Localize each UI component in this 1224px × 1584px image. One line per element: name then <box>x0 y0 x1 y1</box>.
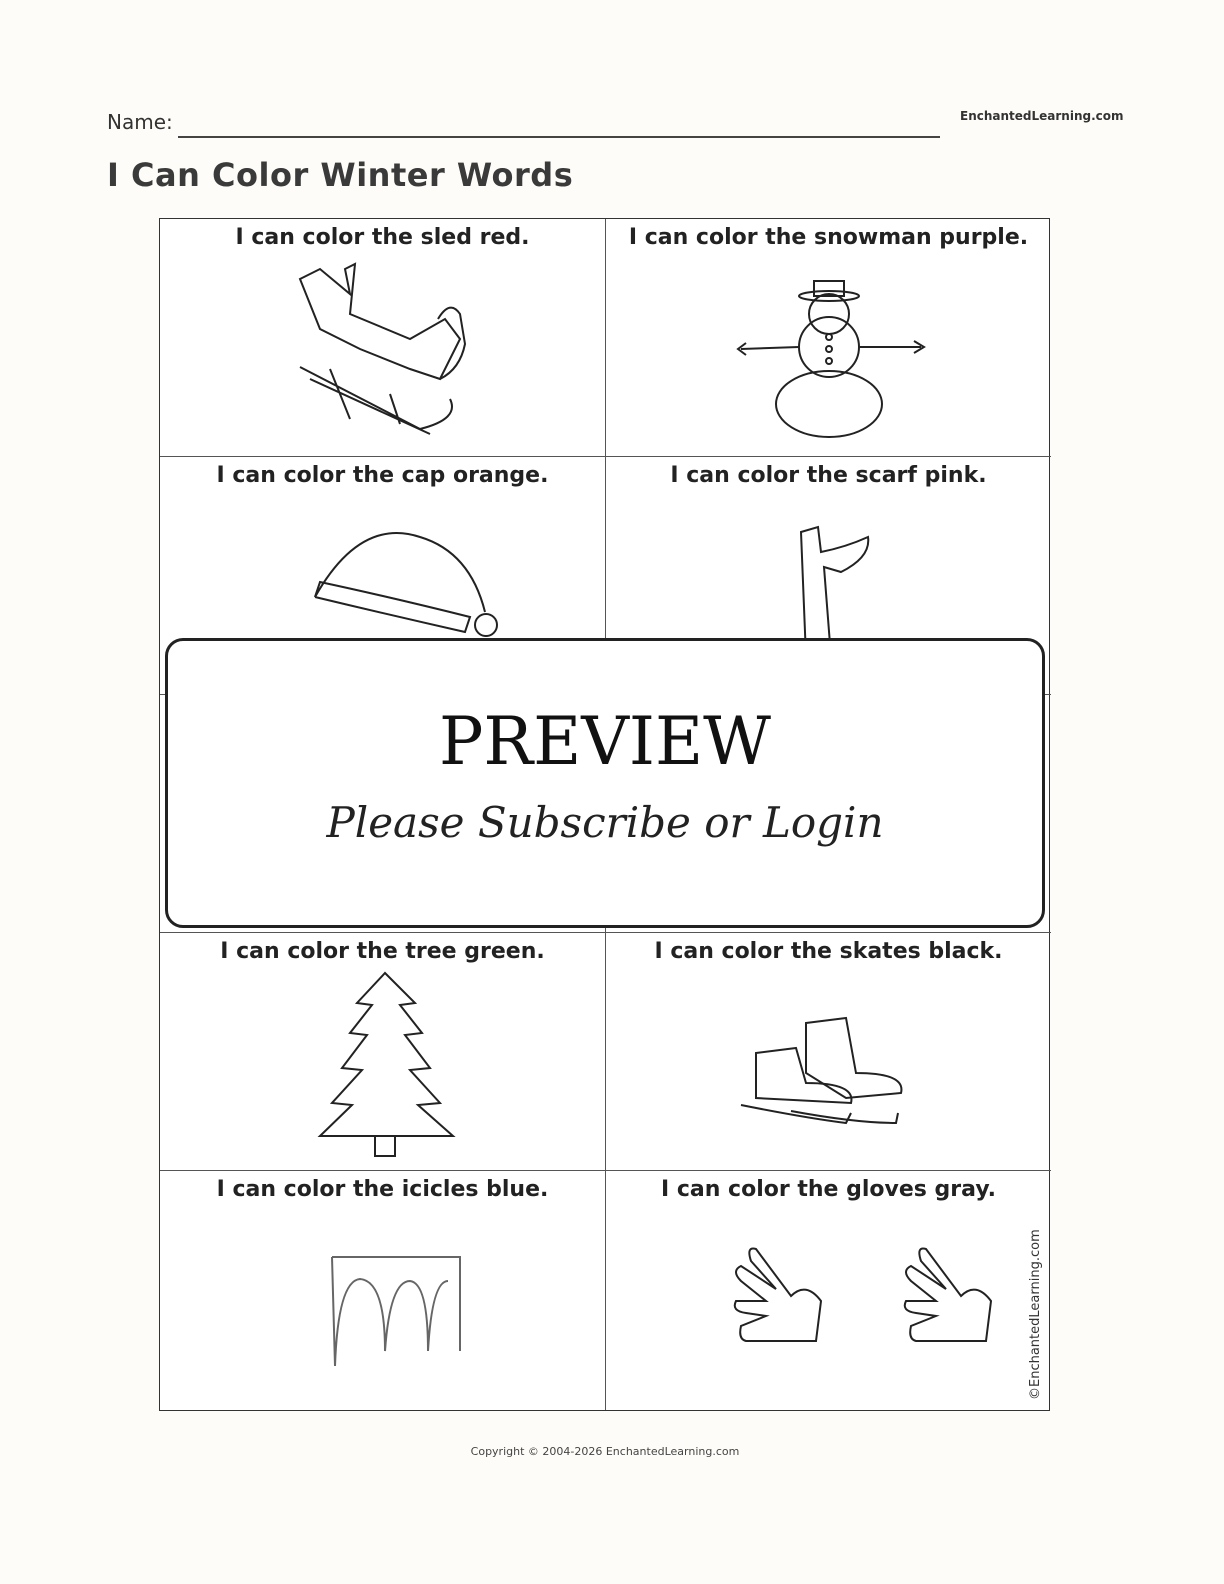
sled-icon <box>160 219 606 457</box>
subscribe-login-link[interactable]: Please Subscribe or Login <box>326 798 884 847</box>
caption: I can color the gloves gray. <box>661 1177 996 1202</box>
page-title: I Can Color Winter Words <box>107 156 574 194</box>
snowman-icon <box>606 219 1051 457</box>
icicles-icon <box>160 1171 606 1410</box>
caption: I can color the scarf pink. <box>670 463 987 488</box>
gloves-icon <box>606 1171 1051 1410</box>
preview-title: PREVIEW <box>438 703 772 780</box>
caption: I can color the skates black. <box>654 939 1003 964</box>
tree-icon <box>160 933 606 1171</box>
caption: I can color the icicles blue. <box>216 1177 549 1202</box>
vertical-credit: ©EnchantedLearning.com <box>1028 1229 1043 1400</box>
cell-snowman <box>606 219 1051 457</box>
preview-overlay[interactable] <box>165 638 1045 928</box>
cell-skates <box>606 933 1051 1171</box>
caption: I can color the sled red. <box>235 225 530 250</box>
name-label: Name: <box>107 110 173 134</box>
copyright: Copyright © 2004-2026 EnchantedLearning.com <box>470 1445 740 1458</box>
cell-tree <box>160 933 606 1171</box>
skates-icon <box>606 933 1051 1171</box>
site-label: EnchantedLearning.com <box>960 109 1124 123</box>
cell-gloves <box>606 1171 1051 1410</box>
caption: I can color the tree green. <box>220 939 545 964</box>
name-line[interactable] <box>178 136 940 138</box>
cell-icicles <box>160 1171 606 1410</box>
cell-sled <box>160 219 606 457</box>
caption: I can color the cap orange. <box>216 463 549 488</box>
caption: I can color the snowman purple. <box>628 225 1029 250</box>
